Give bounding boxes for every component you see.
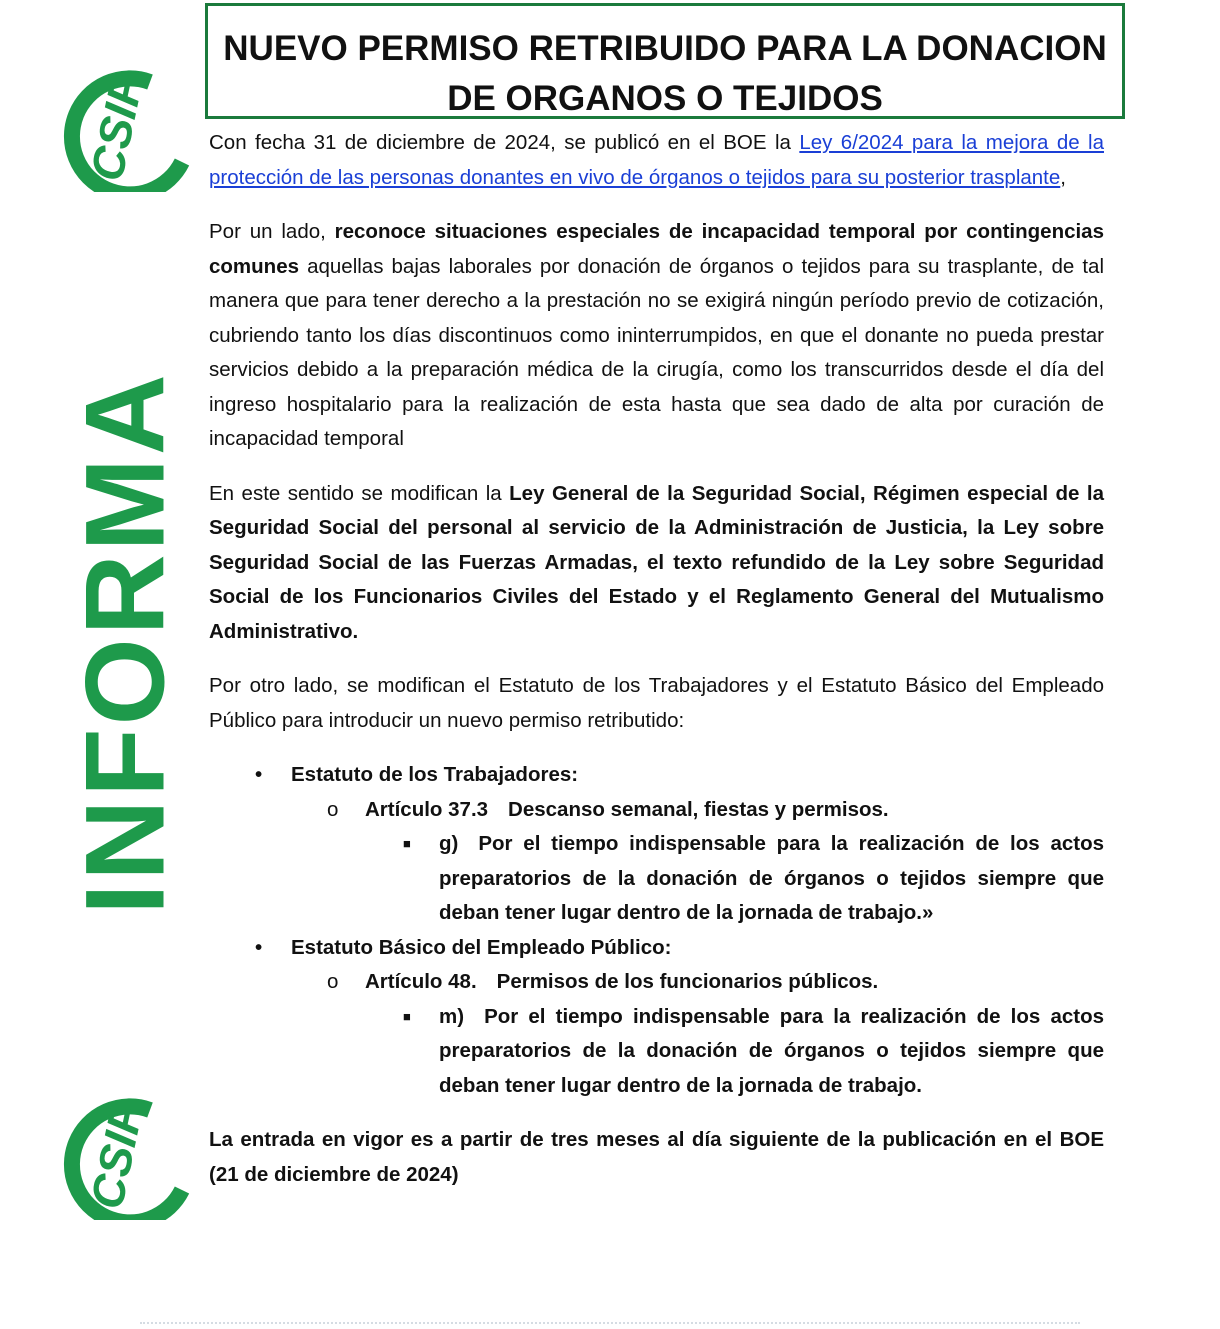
item-letter: g) — [439, 832, 459, 855]
page-title-line2: DE ORGANOS O TEJIDOS — [447, 79, 883, 118]
document-body — [209, 126, 1104, 1212]
para3-prefix: En este sentido se modifican la — [209, 481, 510, 505]
sub-bullet: o — [327, 970, 339, 993]
bullet: • — [255, 763, 263, 786]
list-subsubitem — [209, 827, 1104, 931]
article-number: Artículo 37.3 — [365, 797, 489, 821]
item-text: Por el tiempo indispensable para la realización de los actos preparatorios de la donación de órganos o tejidos siempre que deban tener lugar dentro de la jornada de trabajo.» — [439, 832, 1104, 924]
article-title: Permisos de los funcionarios públicos. — [496, 970, 879, 993]
para2-prefix: Por un lado, — [209, 220, 335, 243]
informa-banner: INFORMA — [62, 371, 188, 915]
csif-logo-bottom — [62, 1090, 192, 1220]
footer-divider — [140, 1322, 1080, 1328]
entry-into-force: La entrada en vigor es a partir de tres meses al día siguiente de la publicación en el BOE (21 de diciembre de 2024) — [209, 1128, 1104, 1186]
item-text: Por el tiempo indispensable para la realización de los actos preparatorios de la donación de órganos o tejidos siempre que deban tener lugar dentro de la jornada de trabajo. — [439, 1004, 1104, 1097]
article-title: Descanso semanal, fiestas y permisos. — [508, 797, 889, 821]
list-item-label: Estatuto Básico del Empleado Público: — [291, 935, 672, 959]
intro-prefix: Con fecha 31 de diciembre de 2024, se publicó en el BOE la — [209, 131, 800, 154]
list-item — [209, 931, 1104, 966]
intro-paragraph — [209, 126, 1104, 195]
csif-logo-bottom-text: CSIF — [80, 1100, 153, 1214]
list-item — [209, 758, 1104, 793]
sub-bullet: o — [327, 797, 339, 821]
csif-logo — [62, 62, 192, 192]
bullet: • — [255, 935, 263, 959]
intro-suffix: , — [1060, 165, 1066, 189]
list-subitem — [209, 965, 1104, 1000]
list-subitem — [209, 793, 1104, 828]
item-letter: m) — [439, 1004, 465, 1028]
para2-rest: aquellas bajas laborales por donación de órganos o tejidos para su trasplante, de tal manera que para tener derecho a la prestación no se exigirá ningún período previo de cotización, cubriendo tanto los días discontinuos como ininterrumpidos, en que el donante no pueda prestar servicios debido a la preparación médica de la cirugía, como los transcurridos desde el día del ingreso hospitalario para la realización de esta hasta que sea dado de alta por curación de incapacidad temporal — [209, 254, 1104, 450]
paragraph-incapacity — [209, 215, 1104, 457]
page-title-line1: NUEVO PERMISO RETRIBUIDO PARA LA DONACION — [223, 29, 1107, 68]
list-item-label: Estatuto de los Trabajadores: — [291, 763, 579, 786]
list-subsubitem — [209, 1000, 1104, 1104]
title-box — [205, 3, 1125, 119]
article-number: Artículo 48. — [365, 970, 477, 993]
para3-bold: Ley General de la Seguridad Social, Régimen especial de la Seguridad Social del personal al servicio de la Administración de Justicia, la Ley sobre Seguridad Social de las Fuerzas Armadas, el texto refundido de la Ley sobre Seguridad Social de los Funcionarios Civiles del Estado y el Reglamento General del Mutualismo Administrativo. — [209, 481, 1104, 643]
law-link[interactable]: Ley 6/2024 para la mejora de la protección de las personas donantes en vivo de órganos o tejidos para su posterior trasplante — [209, 131, 1104, 189]
square-bullet: ■ — [403, 1008, 411, 1024]
csif-logo-text: CSIF — [80, 72, 153, 186]
square-bullet: ■ — [403, 836, 411, 851]
statute-list — [209, 758, 1104, 1103]
paragraph-laws-modified — [209, 477, 1104, 650]
para2-bold: reconoce situaciones especiales de incapacidad temporal por contingencias comunes — [209, 220, 1104, 278]
paragraph-new-permit: Por otro lado, se modifican el Estatuto de los Trabajadores y el Estatuto Básico del Empleado Público para introducir un nuevo permiso retributido: — [209, 674, 1104, 732]
